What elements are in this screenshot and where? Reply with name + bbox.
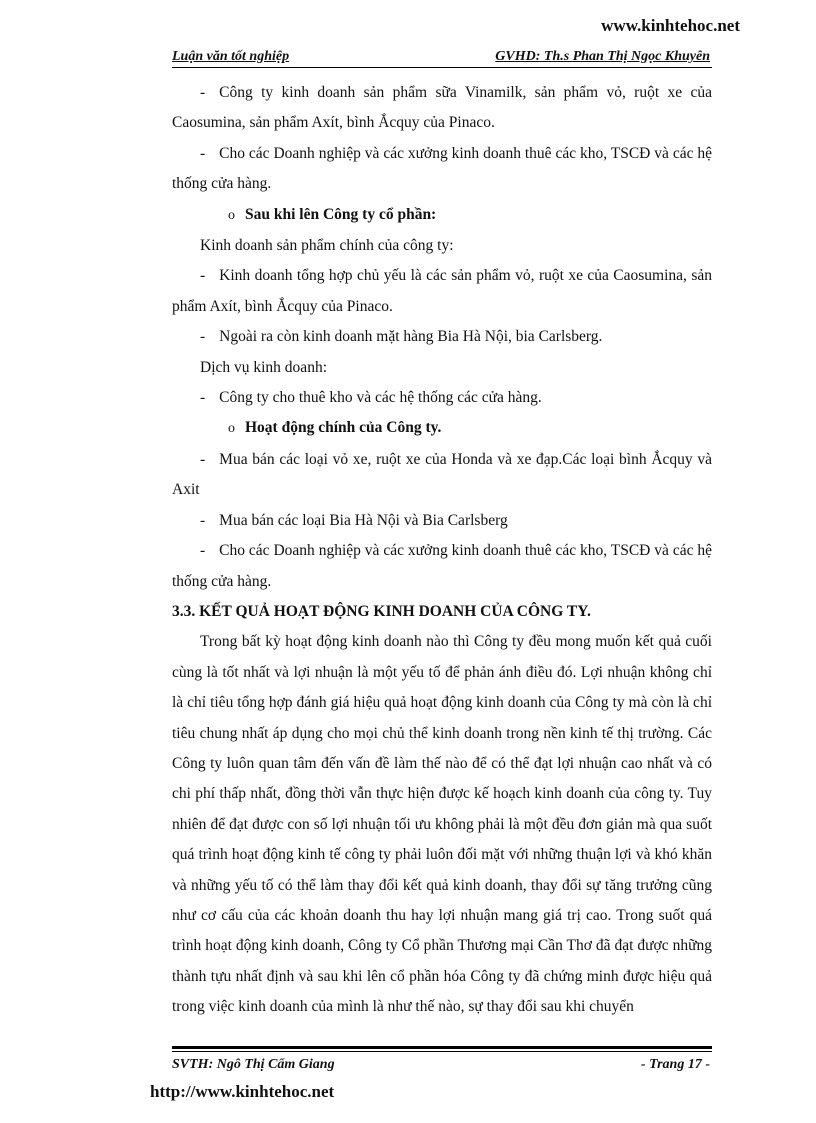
- list-item: - Công ty kinh doanh sản phẩm sữa Vinamilk, sản phẩm vỏ, ruột xe của Caosumina, sản phẩm Axít, bình Ắcquy của Pinaco.: [172, 84, 712, 132]
- section-title: 3.3. KẾT QUẢ HOẠT ĐỘNG KINH DOANH CỦA CÔNG TY.: [172, 602, 591, 620]
- paragraph-line: Kinh doanh sản phẩm chính của công ty:: [200, 237, 454, 255]
- body-paragraph: Trong bất kỳ hoạt động kinh doanh nào thì Công ty đều mong muốn kết quả cuối cùng là tốt nhất và lợi nhuận là một yếu tố để phản ánh điều đó. Lợi nhuận không chỉ là chỉ tiêu tổng hợp đánh giá hiệu quả hoạt động kinh doanh của Công ty mà còn là chỉ tiêu chung nhất áp dụng cho mọi chủ thể kinh doanh trong nền kinh tế thị trường. Các Công ty luôn quan tâm đến vấn đề làm thế nào để có thể đạt lợi nhuận cao nhất và có chi phí thấp nhất, đồng thời vẫn thực hiện được kế hoạch kinh doanh của công ty. Tuy nhiên để đạt được con số lợi nhuận tối ưu không phải là một đều đơn giản mà qua suốt quá trình hoạt động kinh tế công ty phải luôn đối mặt với những thuận lợi và khó khăn và những yếu tố có thể làm thay đổi kết quả kinh doanh, thay đổi sự tăng trưởng cũng như cơ cấu của các khoản doanh thu hay lợi nhuận mang giá trị cao. Trong suốt quá trình hoạt động kinh doanh, Công ty Cổ phần Thương mại Cần Thơ đã đạt được những thành tựu nhất định và sau khi lên cổ phần hóa Công ty đã chứng minh được hiệu quả trong việc kinh doanh của mình là như thế nào, sự thay đổi sau khi chuyển: [172, 633, 712, 1016]
- site-url-top[interactable]: www.kinhtehoc.net: [601, 16, 740, 35]
- dash-marker: -: [200, 389, 206, 407]
- list-item: - Ngoài ra còn kinh doanh mặt hàng Bia Hà Nội, bia Carlsberg.: [200, 328, 603, 346]
- list-item: - Mua bán các loại Bia Hà Nội và Bia Carlsberg: [200, 511, 508, 529]
- list-item: - Cho các Doanh nghiệp và các xưởng kinh doanh thuê các kho, TSCĐ và các hệ thống cửa hàng.: [172, 542, 712, 590]
- footer-divider-thin: [172, 1051, 712, 1052]
- list-item: - Mua bán các loại vỏ xe, ruột xe của Honda và xe đạp.Các loại bình Ắcquy và Axit: [172, 450, 712, 499]
- subheading-main-activities: o Hoạt động chính của Công ty.: [172, 413, 712, 444]
- page-number: - Trang 17 -: [640, 1057, 710, 1072]
- list-item: - Cho các Doanh nghiệp và các xưởng kinh doanh thuê các kho, TSCĐ và các hệ thống cửa hàng.: [172, 144, 712, 193]
- dash-marker: -: [200, 511, 206, 529]
- footer-student: SVTH: Ngô Thị Cẩm Giang: [172, 1057, 335, 1072]
- header-thesis-label: Luận văn tốt nghiệp: [172, 49, 290, 64]
- footer-divider-thick: [172, 1046, 712, 1049]
- dash-marker: -: [200, 84, 206, 101]
- site-url-bottom[interactable]: http://www.kinhtehoc.net: [150, 1082, 335, 1101]
- circle-bullet-icon: o: [228, 421, 235, 437]
- page-content: [172, 78, 712, 1023]
- subheading-after-equitization: o Sau khi lên Công ty cổ phần:: [172, 200, 712, 231]
- list-item: - Công ty cho thuê kho và các hệ thống các cửa hàng.: [200, 389, 542, 407]
- header-divider: [172, 67, 712, 68]
- dash-marker: -: [200, 267, 206, 285]
- dash-marker: -: [200, 542, 206, 560]
- paragraph-line: Dịch vụ kinh doanh:: [200, 358, 327, 376]
- dash-marker: -: [200, 144, 206, 162]
- dash-marker: -: [200, 450, 206, 468]
- circle-bullet-icon: o: [228, 207, 235, 223]
- list-item: - Kinh doanh tổng hợp chủ yếu là các sản phẩm vỏ, ruột xe của Caosumina, sản phẩm Axít, bình Ắcquy của Pinaco.: [172, 267, 712, 315]
- dash-marker: -: [200, 328, 206, 346]
- header-advisor: GVHD: Th.s Phan Thị Ngọc Khuyên: [495, 49, 710, 64]
